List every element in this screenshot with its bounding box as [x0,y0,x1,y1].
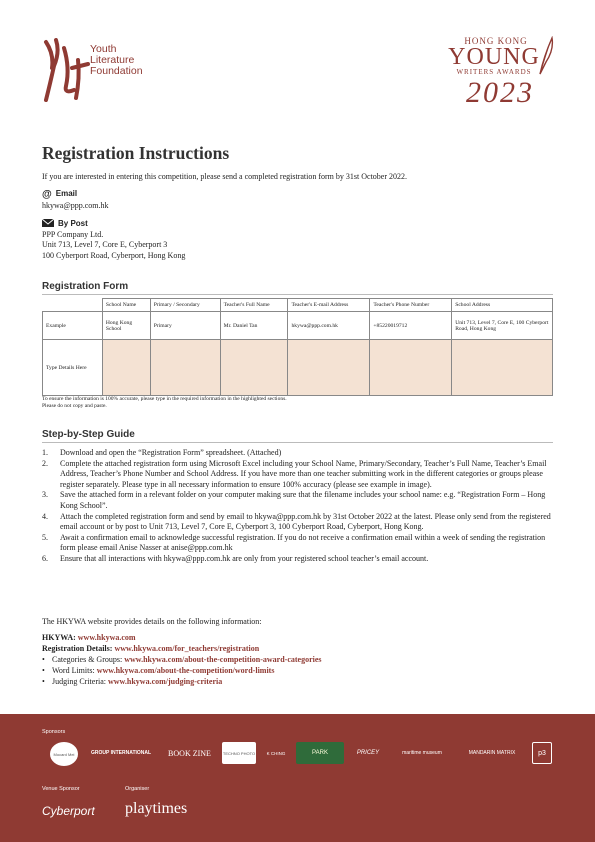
step-text: Save the attached form in a relevant folder on your computer making sure that the filename includes your school name: e.g. “Registration Form – Hong Kong School”. [60,490,546,510]
input-cell-primary-secondary[interactable] [150,340,220,396]
input-cell-teacher-name[interactable] [220,340,288,396]
column-header: School Address [452,299,553,312]
hkywa-link[interactable]: www.hkywa.com [77,633,136,642]
sponsor-logo [456,742,528,764]
list-item [42,654,322,665]
input-cell-teacher-email[interactable] [288,340,370,396]
word-limits-link[interactable]: www.hkywa.com/about-the-competition/word-limits [96,666,275,675]
award-line2: YOUNG [448,44,540,70]
input-cell-school-name[interactable] [102,340,150,396]
post-address-line: Unit 713, Level 7, Core E, Cyberport 3 [42,240,168,249]
registration-form-heading: Registration Form [42,281,129,292]
list-item: 6. Ensure that all interactions with hkywa@ppp.com.hk are only from your registered school teacher’s email account. [42,553,429,563]
post-block [42,219,185,261]
link-label: Word Limits: [52,666,95,675]
table-corner-cell [43,299,103,312]
intro-text: If you are interested in entering this competition, please send a completed registration form by 31st October 2022. [42,172,408,181]
post-label: By Post [58,219,88,228]
ylf-name-line: Foundation [90,65,143,77]
page-title: Registration Instructions [42,143,230,163]
list-item: 4. Attach the completed registration form and send by email to hkywa@ppp.com.hk by 31st October 2022 at the latest. Please only send from the registered email account or by post to Unit 713, Level 7, Core E, Cyberport 3, 100 Cyberport Road, Cyberport, Hong Kong. [42,511,551,532]
envelope-icon [42,219,54,227]
column-header: Teacher's Phone Number [370,299,452,312]
award-line3: WRITERS AWARDS [456,68,532,76]
sponsor-logo [532,742,552,764]
form-note-line: To ensure the information is 100% accurate, please type in the required information in the highlighted sections. [42,396,287,402]
registration-label: Registration Details: [42,644,113,653]
example-label: Example [43,312,103,340]
sponsors-label: Sponsors [42,729,66,735]
playtimes-logo: playtimes [125,800,188,817]
list-item: 2. Complete the attached registration form using Microsoft Excel including your School Name, Primary/Secondary, Teacher’s Full Name, Teacher’s Email Address, Teacher’s Phone Number and School Address. If you have more than one teacher submitting work in the different categories or groups please register separately. Please type in all necessary information to ensure 100% accuracy (please see example in image). [42,458,547,489]
column-header: School Name [102,299,150,312]
table-cell: Mr. Daniel Tan [220,312,288,340]
step-text: Ensure that all interactions with hkywa@ppp.com.hk are only from your registered school teacher’s email account. [60,553,429,563]
input-cell-school-address[interactable] [452,340,553,396]
table-cell: hkywa@ppp.com.hk [288,312,370,340]
sponsor-name: maritime museum [402,750,442,756]
sponsor-logo [350,742,386,764]
column-header: Primary / Secondary [150,299,220,312]
registration-link[interactable]: www.hkywa.com/for_teachers/registration [114,644,260,653]
email-label: Email [55,189,78,198]
input-cell-teacher-phone[interactable] [370,340,452,396]
award-line1: HONG KONG [464,36,528,46]
column-header: Teacher's E-mail Address [288,299,370,312]
sponsor-logo [296,742,344,764]
sponsor-name: PRICEY [356,750,380,756]
list-item [42,665,322,676]
sponsor-name: Mocard Mei [53,751,75,757]
sponsor-name: K CHING [266,750,286,756]
sponsor-name: MANDARIN MATRIX [468,750,516,756]
sponsor-logo [86,742,156,764]
form-note-line: Please do not copy and paste. [42,403,107,409]
post-address-line: PPP Company Ltd. [42,229,104,239]
table-row [43,312,553,340]
list-item [42,676,322,687]
sponsor-logo [50,742,78,766]
sponsor-name: GROUP INTERNATIONAL [90,750,152,756]
step-text: Attach the completed registration form and send by email to hkywa@ppp.com.hk by 31st October 2022 at the latest. Please only send from the registered email account or by post to Unit 713, Level 7, Core E, Cyberport 3, 100 Cyberport Road, Cyberport, Hong Kong. [60,511,551,532]
link-label: Judging Criteria: [52,677,106,686]
venue-sponsor-label: Venue Sponsor [42,786,80,792]
ylf-name-line: Youth [90,43,117,55]
cyberport-logo: Cyberport [42,804,95,818]
sponsor-logo [392,742,452,764]
table-header-row [43,299,553,312]
hkywa-logo [440,36,560,128]
divider [42,294,553,295]
sponsor-name: p3 [538,749,546,757]
table-cell: Unit 713, Level 7, Core E, 100 Cyberport Road, Hong Kong [452,312,553,340]
email-block [42,188,108,211]
hkywa-label: HKYWA: [42,633,76,642]
column-header: Teacher's Full Name [220,299,288,312]
sponsor-name: BOOK ZINE [168,748,211,758]
step-text: Complete the attached registration form using Microsoft Excel including your School Name, Primary/Secondary, Teacher’s Full Name, Teacher’s Email Address, Teacher’s Phone Number and School Address. If you have more than one teacher submitting work in the different categories or groups please register separately. Please type in all necessary information to ensure 100% accuracy (please see example in image). [60,458,547,489]
feather-icon [536,36,556,76]
type-details-label: Type Details Here [43,340,103,396]
list-item: 3. Save the attached form in a relevant folder on your computer making sure that the filename includes your school name: e.g. “Registration Form – Hong Kong School”. [42,490,546,510]
steps-list [42,448,554,565]
award-year: 2023 [466,76,534,109]
list-item: 1. Download and open the “Registration Form” spreadsheet. (Attached) [42,448,282,457]
info-intro: The HKYWA website provides details on the following information: [42,617,262,626]
step-text: Download and open the “Registration Form” spreadsheet. (Attached) [60,448,282,457]
post-address-line: 100 Cyberport Road, Cyberport, Hong Kong [42,250,186,260]
link-label: Categories & Groups: [52,655,123,664]
categories-link[interactable]: www.hkywa.com/about-the-competition-award-categories [124,655,322,664]
table-cell: Primary [150,312,220,340]
registration-table [42,298,553,396]
sponsor-logo [262,742,290,764]
list-item: 5. Await a confirmation email to acknowledge successful registration. If you do not receive a confirmation email within a week of sending the registration form please email Anise Nasser at anise@ppp.com.hk [42,532,546,553]
email-address[interactable]: hkywa@ppp.com.hk [42,201,109,210]
sponsor-logo [162,742,217,764]
at-icon: @ [42,189,52,200]
judging-criteria-link[interactable]: www.hkywa.com/judging-criteria [108,677,223,686]
table-cell: Hong Kong School [102,312,150,340]
ylf-mark-icon [40,38,92,104]
sponsor-name: TECHNO PHOTO [222,750,256,756]
sponsor-name: PARK [312,750,328,756]
table-row [43,340,553,396]
website-links [42,632,322,687]
guide-heading: Step-by-Step Guide [42,429,135,440]
ylf-name-line: Literature [90,54,135,66]
step-text: Await a confirmation email to acknowledge successful registration. If you do not receive a confirmation email within a week of sending the registration form please email Anise Nasser at anise@ppp.com.hk [60,532,546,553]
organiser-label: Organiser [125,786,150,792]
divider [42,442,553,443]
ylf-logo [40,38,190,110]
sponsor-logo [222,742,256,764]
form-note [42,396,287,410]
table-cell: +85220019712 [370,312,452,340]
